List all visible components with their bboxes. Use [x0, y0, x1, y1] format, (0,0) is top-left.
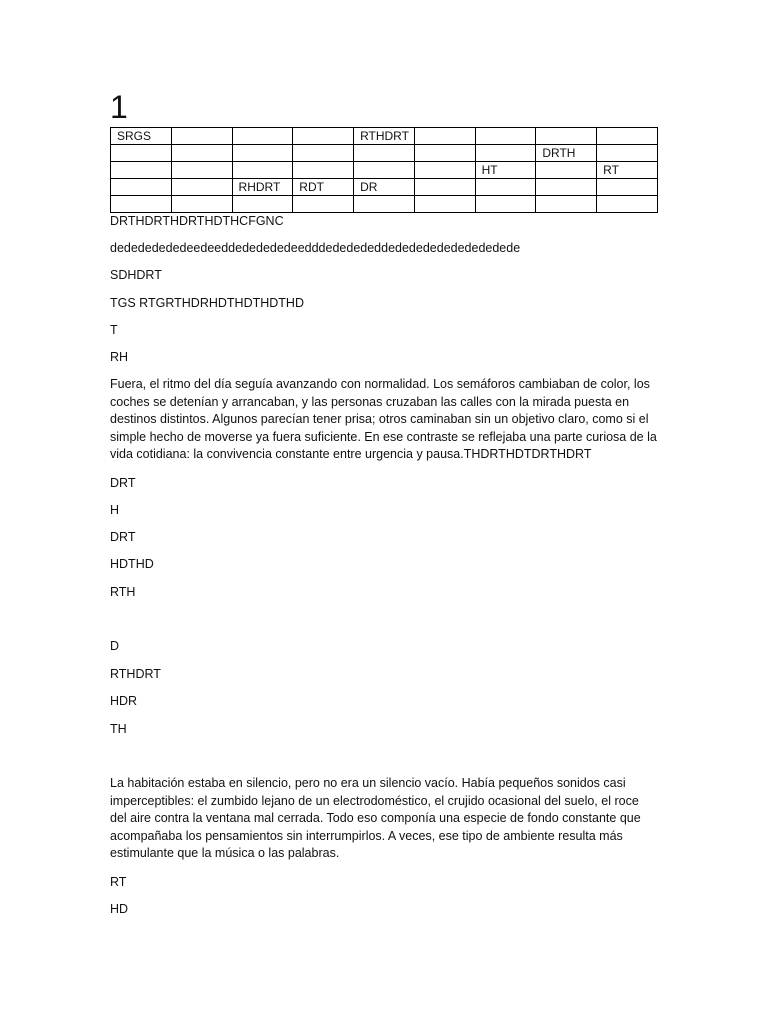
text-line: dedededededeedeeddededededeedddededededdededededededededede — [110, 241, 521, 255]
text-line: T — [110, 323, 118, 337]
table-cell: SRGS — [111, 128, 172, 145]
table-cell — [111, 179, 172, 196]
table-cell — [597, 128, 658, 145]
table-cell — [354, 145, 415, 162]
table-cell — [536, 162, 597, 179]
table-cell — [475, 145, 536, 162]
text-line: DRT — [110, 476, 136, 490]
table-cell — [536, 128, 597, 145]
text-line: RT — [110, 875, 127, 889]
page-heading: 1 — [110, 89, 128, 125]
text-line: TGS RTGRTHDRHDTHDTHDTHD — [110, 296, 304, 310]
text-line: RTHDRT — [110, 667, 161, 681]
table-row — [111, 128, 658, 145]
table-cell — [232, 128, 293, 145]
table-cell — [414, 145, 475, 162]
text-line: HDTHD — [110, 557, 154, 571]
table-cell — [597, 179, 658, 196]
text-line: TH — [110, 722, 127, 736]
text-line: SDHDRT — [110, 268, 162, 282]
text-line: D — [110, 639, 120, 653]
table-cell: DRTH — [536, 145, 597, 162]
text-line: HDR — [110, 694, 138, 708]
table-cell — [171, 128, 232, 145]
table-cell — [597, 196, 658, 213]
text-line: RTH — [110, 585, 136, 599]
table-cell — [171, 179, 232, 196]
table-cell — [536, 196, 597, 213]
paragraph-2: La habitación estaba en silencio, pero no era un silencio vacío. Había pequeños sonidos casi imperceptibles: el zumbido lejano de un electrodoméstico, el crujido ocasional del suelo, el roce del aire contra la ventana mal cerrada. Todo eso componía una especie de fondo constante que acompañaba los pensamientos sin interrumpirlos. A veces, ese tipo de ambiente resulta más estimulante que la música o las palabras. — [110, 776, 641, 861]
text-line: RH — [110, 350, 129, 364]
table-cell: RTHDRT — [354, 128, 415, 145]
table-cell — [232, 145, 293, 162]
table-cell — [111, 196, 172, 213]
table-cell: RDT — [293, 179, 354, 196]
table-cell: RT — [597, 162, 658, 179]
table-cell: DR — [354, 179, 415, 196]
table-row — [111, 196, 658, 213]
document-table — [110, 127, 658, 213]
table-cell — [111, 145, 172, 162]
table-cell — [414, 128, 475, 145]
table-cell — [293, 145, 354, 162]
text-line: H — [110, 503, 120, 517]
table-cell — [111, 162, 172, 179]
table-cell — [232, 196, 293, 213]
table-cell — [414, 162, 475, 179]
table-cell — [171, 145, 232, 162]
table-cell: HT — [475, 162, 536, 179]
table-cell — [597, 145, 658, 162]
table-row — [111, 145, 658, 162]
table-cell — [475, 128, 536, 145]
table-cell — [354, 162, 415, 179]
table-cell — [354, 196, 415, 213]
table-cell — [171, 162, 232, 179]
text-line: DRTHDRTHDRTHDTHCFGNC — [110, 214, 284, 228]
text-line: DRT — [110, 530, 136, 544]
table-cell: RHDRT — [232, 179, 293, 196]
table-row — [111, 162, 658, 179]
text-line: HD — [110, 902, 129, 916]
table-cell — [293, 196, 354, 213]
table-cell — [475, 179, 536, 196]
table-cell — [293, 128, 354, 145]
table-cell — [171, 196, 232, 213]
table-cell — [293, 162, 354, 179]
table-cell — [536, 179, 597, 196]
table-cell — [414, 179, 475, 196]
table-cell — [475, 196, 536, 213]
table-cell — [414, 196, 475, 213]
table-row — [111, 179, 658, 196]
paragraph-1: Fuera, el ritmo del día seguía avanzando con normalidad. Los semáforos cambiaban de color, los coches se detenían y arrancaban, y las personas cruzaban las calles con la mirada puesta en destinos distintos. Algunos parecían tener prisa; otros caminaban sin un objetivo claro, como si el simple hecho de moverse ya fuera suficiente. En ese contraste se reflejaba una parte curiosa de la vida cotidiana: la convivencia constante entre urgencia y pausa.THDRTHDTDRTHDRT — [110, 377, 657, 462]
table-cell — [232, 162, 293, 179]
